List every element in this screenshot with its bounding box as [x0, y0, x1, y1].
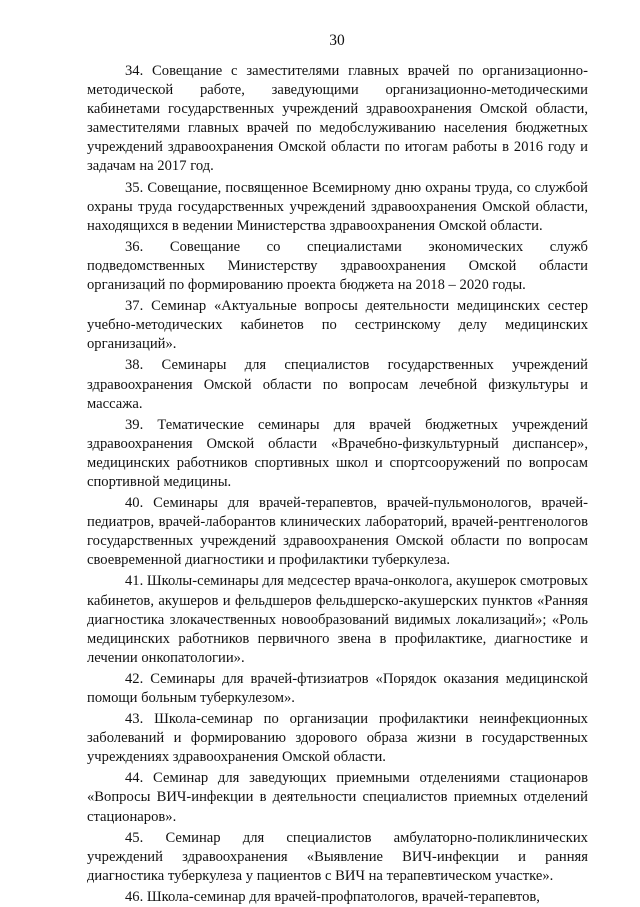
- page-number: 30: [329, 32, 345, 49]
- list-item: 36. Совещание со специалистами экономических служб подведомственных Министерству здравоохранения Омской области организаций по формированию проекта бюджета на 2018 – 2020 годы.: [87, 238, 588, 294]
- list-item: 35. Совещание, посвященное Всемирному дню охраны труда, со службой охраны труда государственных учреждений здравоохранения Омской области, находящихся в ведении Министерства здравоохранения Омской области.: [87, 179, 588, 234]
- event-list: [87, 62, 588, 907]
- list-item: 45. Семинар для специалистов амбулаторно-поликлинических учреждений здравоохранения «Выявление ВИЧ-инфекции и ранняя диагностика туберкулеза у пациентов с ВИЧ на терапевтическом участке».: [87, 829, 588, 884]
- list-item: 38. Семинары для специалистов государственных учреждений здравоохранения Омской области по вопросам лечебной физкультуры и массажа.: [87, 357, 588, 412]
- list-item: 39. Тематические семинары для врачей бюджетных учреждений здравоохранения Омской области «Врачебно-физкультурный диспансер», медицинских работников спортивных школ и спортсооружений по вопросам спортивной медицины.: [87, 416, 588, 490]
- list-item: 42. Семинары для врачей-фтизиатров «Порядок оказания медицинской помощи больным туберкулезом».: [87, 670, 588, 706]
- list-item: 40. Семинары для врачей-терапевтов, врачей-пульмонологов, врачей-педиатров, врачей-лаборантов клинических лабораторий, врачей-рентгенологов государственных учреждений здравоохранения Омской области по вопросам своевременной диагностики и профилактики туберкулеза.: [87, 495, 588, 569]
- list-item: 44. Семинар для заведующих приемными отделениями стационаров «Вопросы ВИЧ-инфекции в деятельности специалистов приемных отделений стационаров».: [87, 770, 588, 825]
- list-item: 37. Семинар «Актуальные вопросы деятельности медицинских сестер учебно-методических кабинетов по сестринскому делу медицинских организаций».: [87, 298, 588, 353]
- list-item: 34. Совещание с заместителями главных врачей по организационно-методической работе, заведующими организационно-методическими кабинетами государственных учреждений здравоохранения Омской области, заместителями главных врачей по медобслуживанию населения бюджетных учреждений здравоохранения Омской области по итогам работы в 2016 году и задачам на 2017 год.: [87, 63, 588, 175]
- list-item: 46. Школа-семинар для врачей-профпатологов, врачей-терапевтов,: [125, 888, 540, 905]
- list-item: 41. Школы-семинары для медсестер врача-онколога, акушерок смотровых кабинетов, акушеров и фельдшеров фельдшерско-акушерских пунктов «Ранняя диагностика злокачественных новообразований видимых локализаций»; «Роль медицинских работников первичного звена в профилактике, диагностике и лечении онкопатологии».: [87, 573, 589, 666]
- list-item: 43. Школа-семинар по организации профилактики неинфекционных заболеваний и формированию здорового образа жизни в государственных учреждениях здравоохранения Омской области.: [87, 711, 588, 766]
